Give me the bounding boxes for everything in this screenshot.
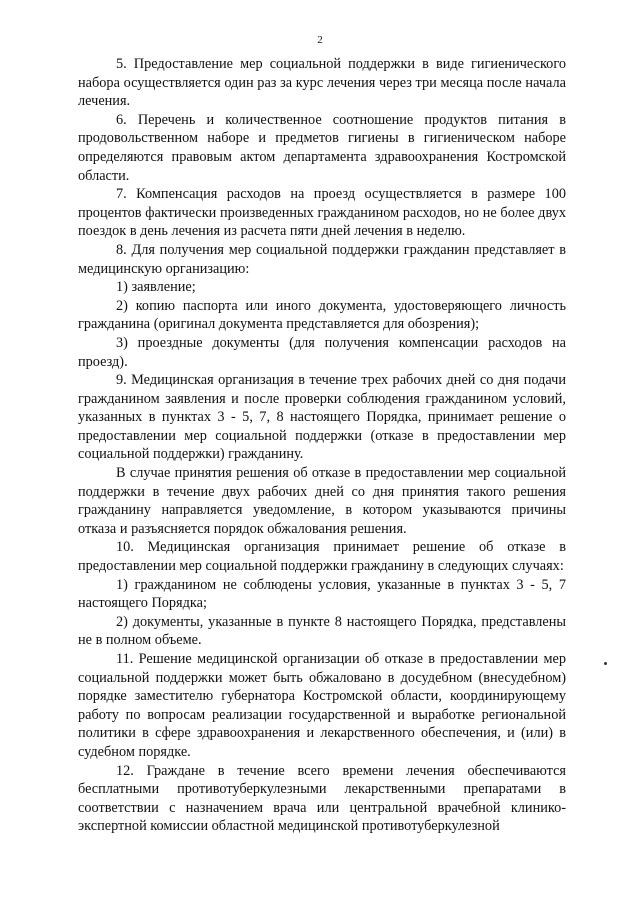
paragraph-7: 7. Компенсация расходов на проезд осуществляется в размере 100 процентов фактически произведенных гражданином расходов, но не более двух поездок в день лечения из расчета пяти дней лечения в неделю.	[78, 186, 566, 240]
paragraph-5: 5. Предоставление мер социальной поддержки в виде гигиенического набора осуществляется один раз за курс лечения через три месяца после начала лечения.	[78, 56, 566, 110]
paragraph-9-refusal: В случае принятия решения об отказе в предоставлении мер социальной поддержки в течение двух рабочих дней со дня принятия такого решения гражданину направляется уведомление, в котором указываются причины отказа и разъясняется порядок обжалования решения.	[78, 465, 566, 537]
paragraph-10: 10. Медицинская организация принимает решение об отказе в предоставлении мер социальной поддержки гражданину в следующих случаях:	[78, 539, 566, 575]
paragraph-11: 11. Решение медицинской организации об отказе в предоставлении мер социальной поддержки может быть обжаловано в досудебном (внесудебном) порядке заместителю губернатора Костромской области, координирующему работу по вопросам реализации государственной и выработке региональной политики в сфере здравоохранения и лекарственного обеспечения, и (или) в судебном порядке.	[78, 651, 566, 760]
paragraph-8-item-2: 2) копию паспорта или иного документа, удостоверяющего личность гражданина (оригинал документа представляется для обозрения);	[78, 297, 566, 333]
paragraph-8-item-1: 1) заявление;	[116, 279, 196, 296]
paragraph-8-item-3: 3) проездные документы (для получения компенсации расходов на проезд).	[78, 334, 566, 370]
paragraph-10-item-1: 1) гражданином не соблюдены условия, указанные в пунктах 3 - 5, 7 настоящего Порядка;	[78, 576, 566, 612]
page-number: 2	[317, 34, 323, 46]
paragraph-6: 6. Перечень и количественное соотношение продуктов питания в продовольственном наборе и предметов гигиены в гигиеническом наборе определяются правовым актом департамента здравоохранения Костромской области.	[78, 111, 566, 184]
paragraph-9: 9. Медицинская организация в течение трех рабочих дней со дня подачи гражданином заявления и после проверки соблюдения гражданином условий, указанных в пунктах 3 - 5, 7, 8 настоящего Порядка, принимает решение о предоставлении мер социальной поддержки (отказе в предоставлении мер социальной поддержки) гражданину.	[78, 372, 566, 463]
paragraph-8: 8. Для получения мер социальной поддержки гражданин представляет в медицинскую организацию:	[78, 241, 566, 277]
paragraph-10-item-2: 2) документы, указанные в пункте 8 настоящего Порядка, представлены не в полном объеме.	[78, 613, 566, 649]
document-body	[78, 55, 566, 836]
paragraph-12: 12. Граждане в течение всего времени лечения обеспечиваются бесплатными противотуберкулезными лекарственными препаратами в соответствии с назначением врача или центральной врачебной клинико-экспертной комиссии областной медицинской противотуберкулезной	[78, 762, 566, 835]
scan-speck	[604, 662, 607, 665]
